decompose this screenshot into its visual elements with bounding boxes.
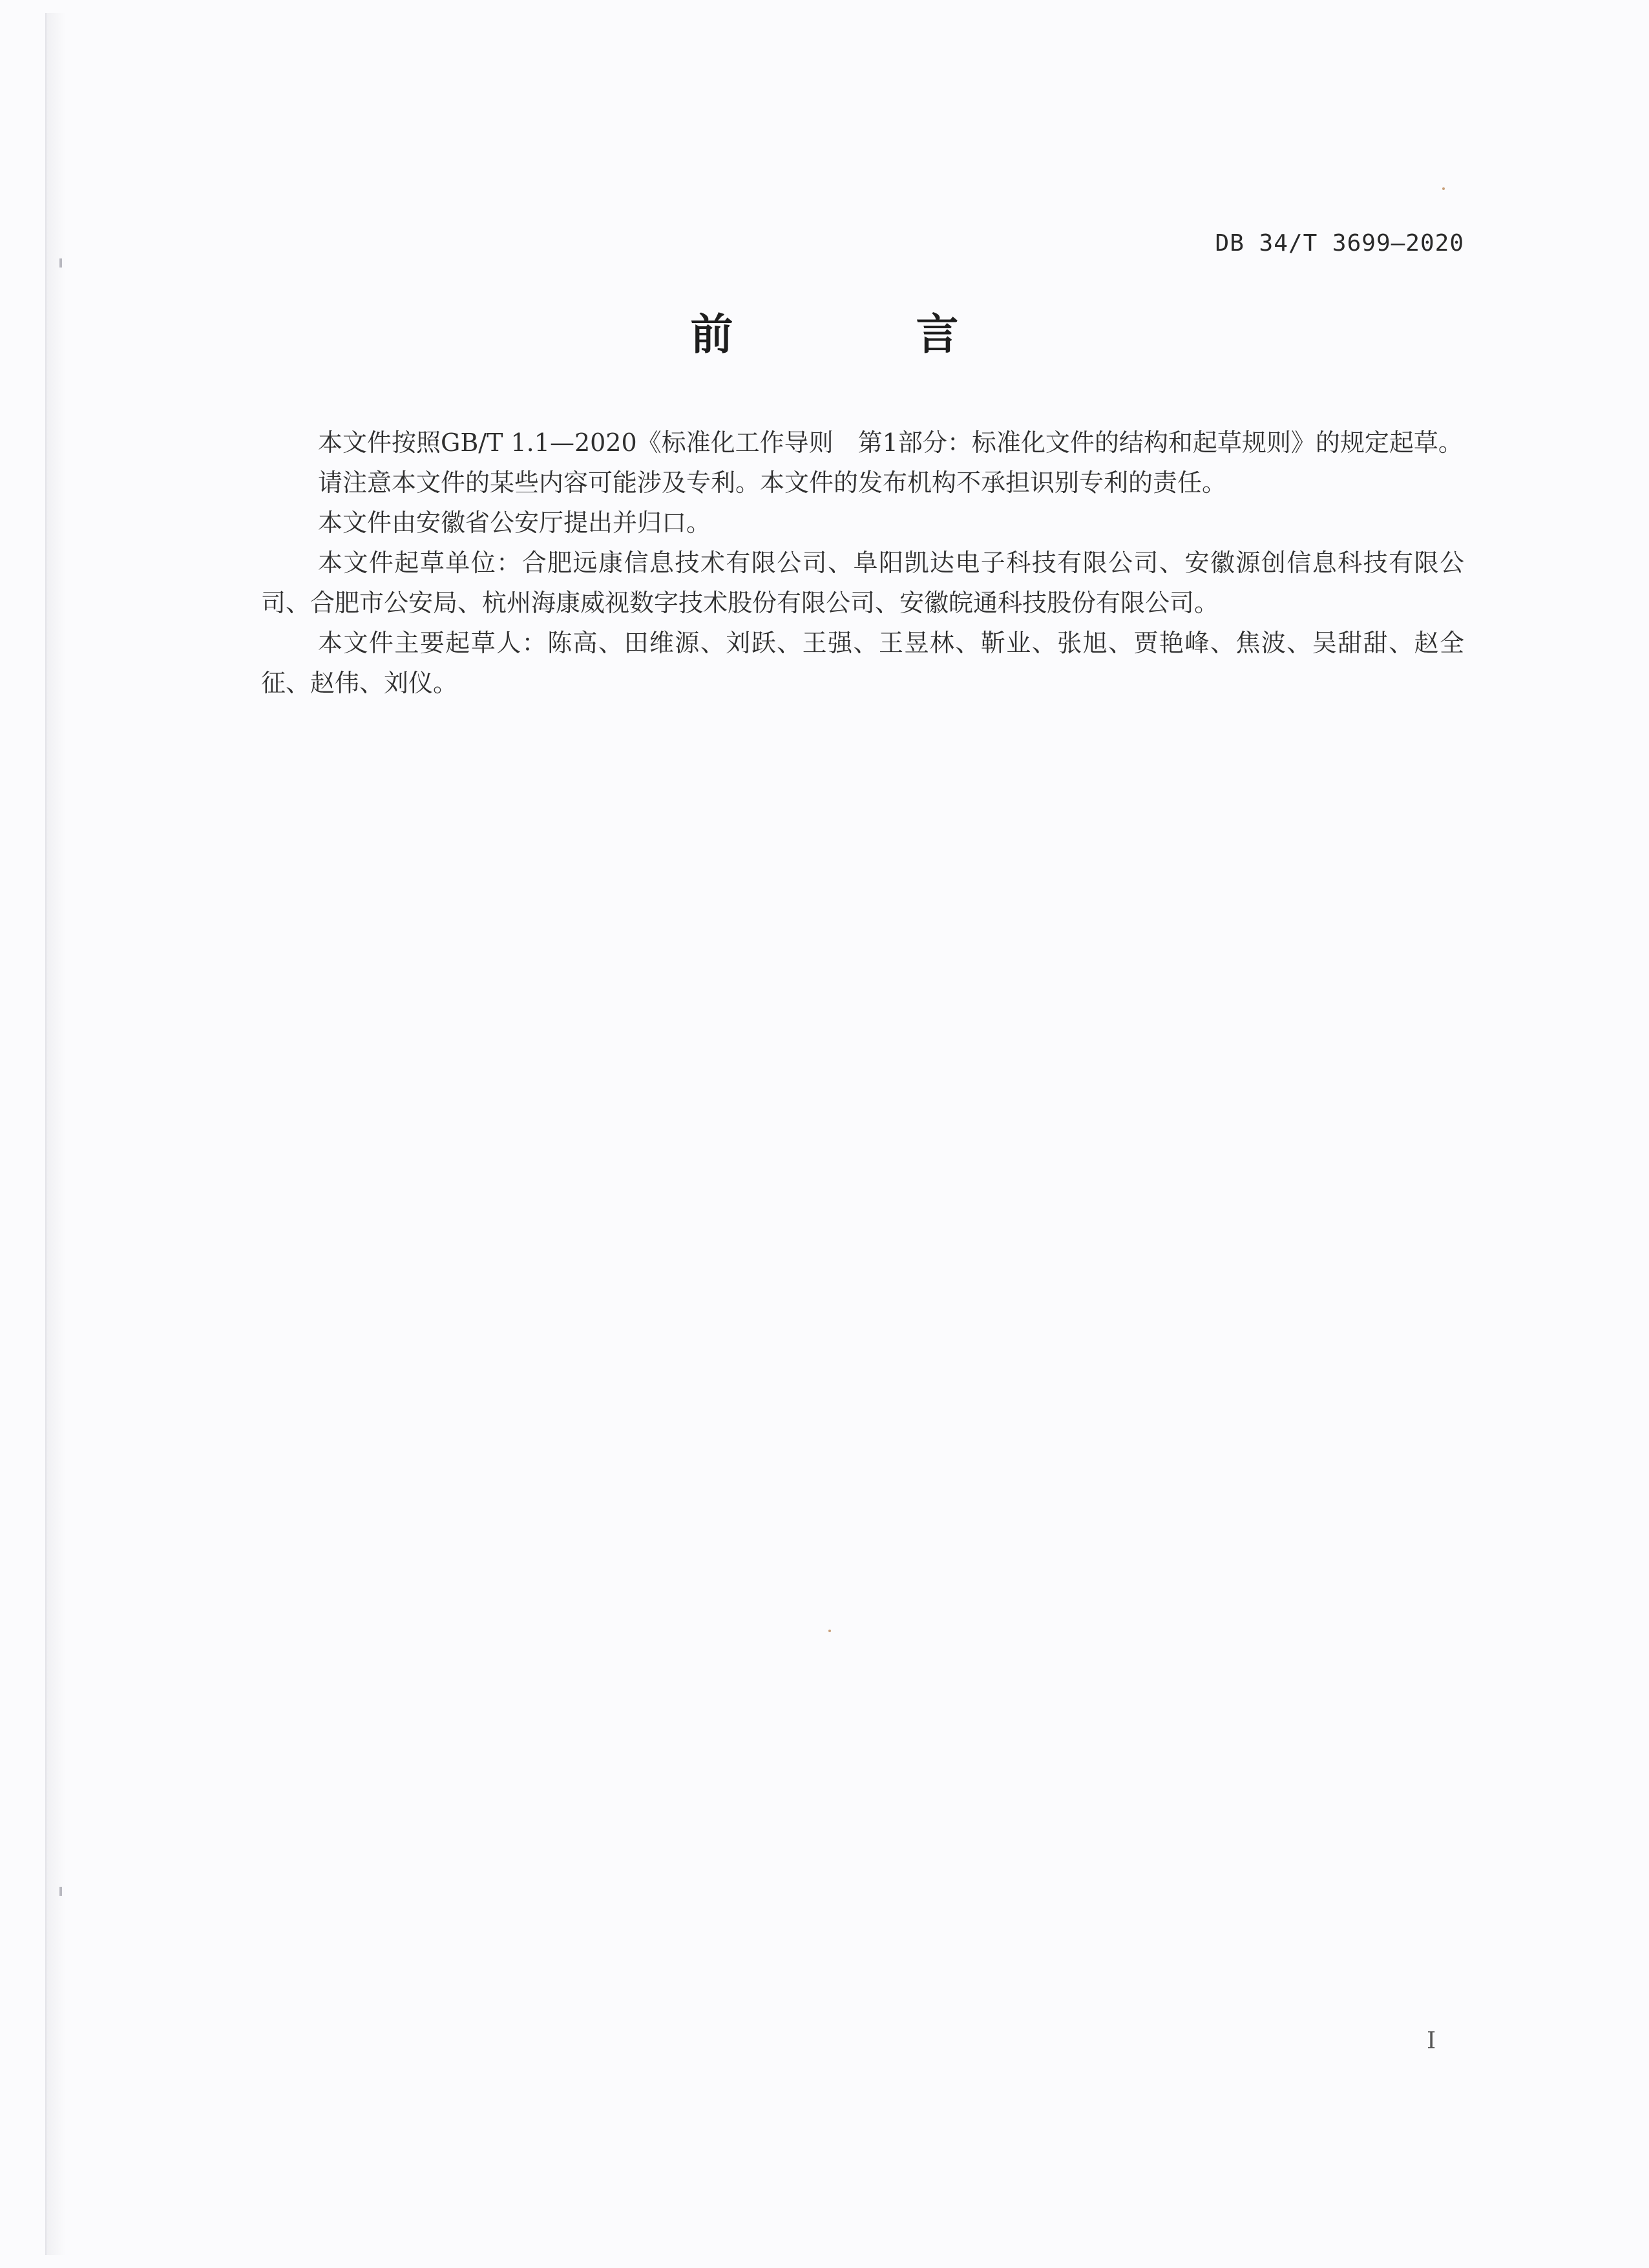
paragraph-proposer: 本文件由安徽省公安厅提出并归口。: [318, 509, 711, 537]
paragraph-patent-notice: 请注意本文件的某些内容可能涉及专利。本文件的发布机构不承担识别专利的责任。: [318, 468, 1227, 497]
foreword-body: [261, 423, 1464, 703]
standard-code: DB 34/T 3699—2020: [1215, 230, 1464, 257]
scan-speck: [828, 1630, 831, 1632]
paragraph-drafting-basis: 本文件按照GB/T 1.1—2020《标准化工作导则 第1部分：标准化文件的结构和起草规则》的规定起草。: [318, 428, 1463, 457]
binding-mark: [59, 258, 62, 268]
binding-mark: [59, 1887, 62, 1896]
paragraph-drafting-units: 本文件起草单位：合肥远康信息技术有限公司、阜阳凯达电子科技有限公司、安徽源创信息科技有限公司、合肥市公安局、杭州海康威视数字技术股份有限公司、安徽皖通科技股份有限公司。: [261, 549, 1464, 617]
scan-speck: [1442, 187, 1445, 190]
page-title: 前 言: [690, 310, 1043, 359]
paragraph-drafters: 本文件主要起草人：陈高、田维源、刘跃、王强、王昱林、靳业、张旭、贾艳峰、焦波、吴甜甜、赵全征、赵伟、刘仪。: [261, 629, 1464, 697]
page-number: I: [1427, 2028, 1436, 2054]
